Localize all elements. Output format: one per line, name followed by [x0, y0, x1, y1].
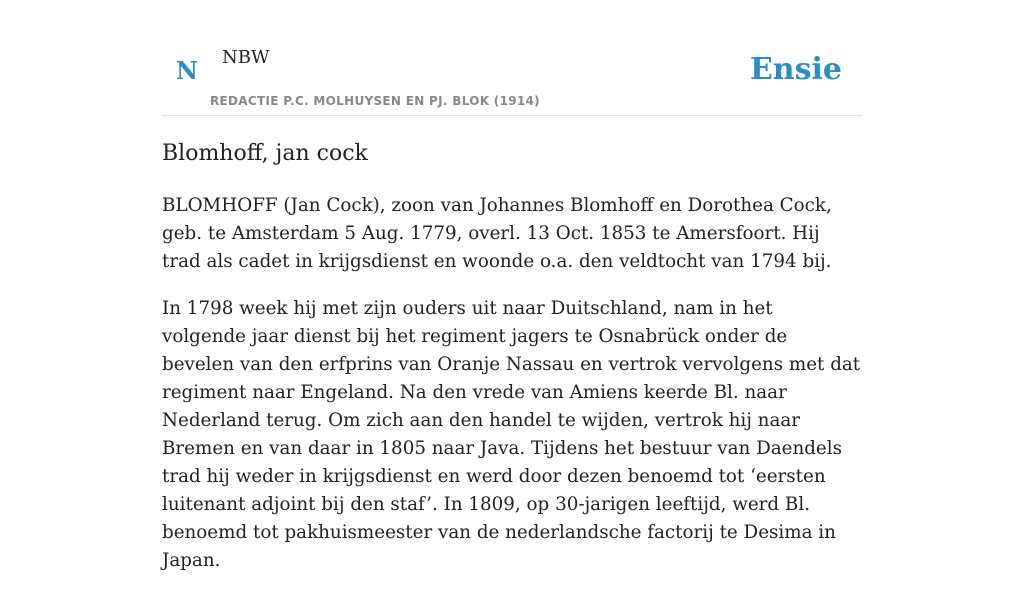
ensie-logo[interactable]: Ensie — [749, 52, 842, 87]
source-subtitle: REDACTIE P.C. MOLHUYSEN EN PJ. BLOK (1914) — [210, 94, 540, 108]
header — [162, 0, 862, 116]
article-body — [162, 192, 862, 594]
source-logo[interactable]: N — [176, 56, 198, 85]
article-title: Blomhoff, jan cock — [162, 141, 368, 166]
article-paragraph: In 1798 week hij met zijn ouders uit naar Duitschland, nam in het volgende jaar dienst bij het regiment jagers te Osnabrück onder de bevelen van den erfprins van Oranje Nassau en vertrok vervolgens met dat regiment naar Engeland. Na den vrede van Amiens keerde Bl. naar Nederland terug. Om zich aan den handel te wijden, vertrok hij naar Bremen en van daar in 1805 naar Java. Tijdens het bestuur van Daendels trad hij weder in krijgsdienst en werd door dezen benoemd tot ‘eersten luitenant adjoint bij den staf’. In 1809, op 30-jarigen leeftijd, werd Bl. benoemd tot pakhuismeester van de nederlandsche factorij te Desima in Japan. — [162, 298, 861, 571]
article-paragraph: BLOMHOFF (Jan Cock), zoon van Johannes Blomhoff en Dorothea Cock, geb. te Amsterdam 5 Aug. 1779, overl. 13 Oct. 1853 te Amersfoort. Hij trad als cadet in krijgsdienst en woonde o.a. den veldtocht van 1794 bij. — [162, 195, 832, 272]
source-name-link[interactable]: NBW — [222, 47, 270, 68]
